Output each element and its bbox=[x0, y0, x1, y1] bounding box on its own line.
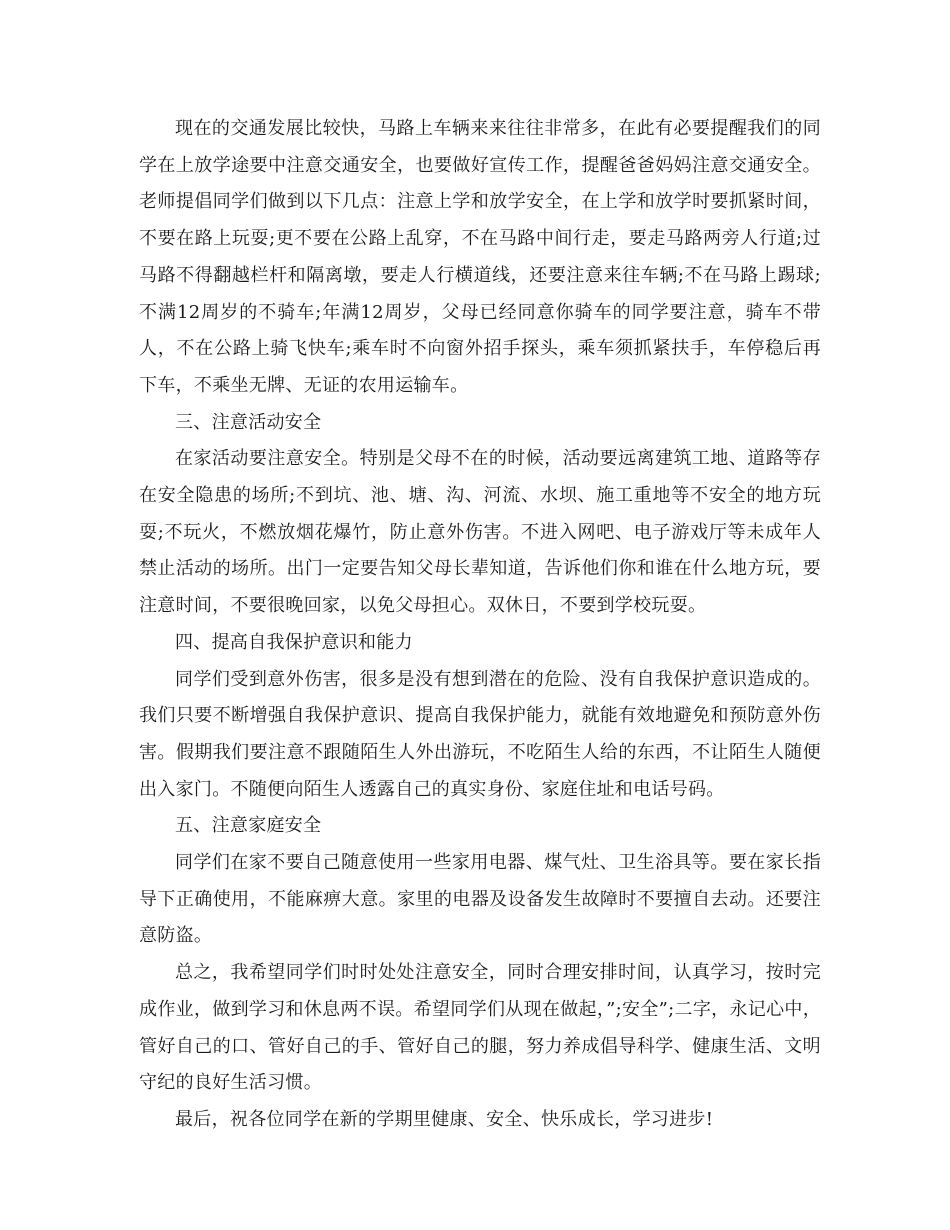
paragraph-self-protection: 同学们受到意外伤害，很多是没有想到潜在的危险、没有自我保护意识造成的。我们只要不断增强自我保护意识、提高自我保护能力，就能有效地避免和预防意外伤害。假期我们要注意不跟随陌生人外出游玩，不吃陌生人给的东西，不让陌生人随便出入家门。不随便向陌生人透露自己的真实身份、家庭住址和电话号码。 bbox=[139, 668, 821, 800]
paragraph-activity-safety: 在家活动要注意安全。特别是父母不在的时候，活动要远离建筑工地、道路等存在安全隐患的场所;不到坑、池、塘、沟、河流、水坝、施工重地等不安全的地方玩耍;不玩火，不燃放烟花爆竹，防止意外伤害。不进入网吧、电子游戏厅等未成年人禁止活动的场所。出门一定要告知父母长辈知道，告诉他们你和谁在什么地方玩，要注意时间，不要很晚回家，以免父母担心。双休日，不要到学校玩耍。 bbox=[139, 448, 821, 617]
document-body bbox=[139, 111, 821, 1139]
paragraph-home-safety: 同学们在家不要自己随意使用一些家用电器、煤气灶、卫生浴具等。要在家长指导下正确使用，不能麻痹大意。家里的电器及设备发生故障时不要擅自去动。还要注意防盗。 bbox=[139, 852, 821, 947]
section-heading-self-protection: 四、提高自我保护意识和能力 bbox=[175, 631, 413, 653]
section-heading-home-safety: 五、注意家庭安全 bbox=[175, 815, 322, 837]
paragraph-traffic-safety: 现在的交通发展比较快，马路上车辆来来往往非常多，在此有必要提醒我们的同学在上放学途要中注意交通安全，也要做好宣传工作，提醒爸爸妈妈注意交通安全。老师提倡同学们做到以下几点：注意上学和放学安全，在上学和放学时要抓紧时间，不要在路上玩耍;更不要在公路上乱穿，不在马路中间行走，要走马路两旁人行道;过马路不得翻越栏杆和隔离墩，要走人行横道线，还要注意来往车辆;不在马路上踢球;不满12周岁的不骑车;年满12周岁，父母已经同意你骑车的同学要注意，骑车不带人，不在公路上骑飞快车;乘车时不向窗外招手探头，乘车须抓紧扶手，车停稳后再下车，不乘坐无牌、无证的农用运输车。 bbox=[139, 118, 821, 396]
paragraph-summary: 总之，我希望同学们时时处处注意安全，同时合理安排时间，认真学习，按时完成作业，做到学习和休息两不误。希望同学们从现在做起，”;安全”;二字，永记心中，管好自己的口、管好自己的手、管好自己的腿，努力养成倡导科学、健康生活、文明守纪的良好生活习惯。 bbox=[139, 962, 821, 1094]
paragraph-closing: 最后，祝各位同学在新的学期里健康、安全、快乐成长，学习进步! bbox=[175, 1108, 714, 1130]
section-heading-activity-safety: 三、注意活动安全 bbox=[175, 411, 322, 433]
